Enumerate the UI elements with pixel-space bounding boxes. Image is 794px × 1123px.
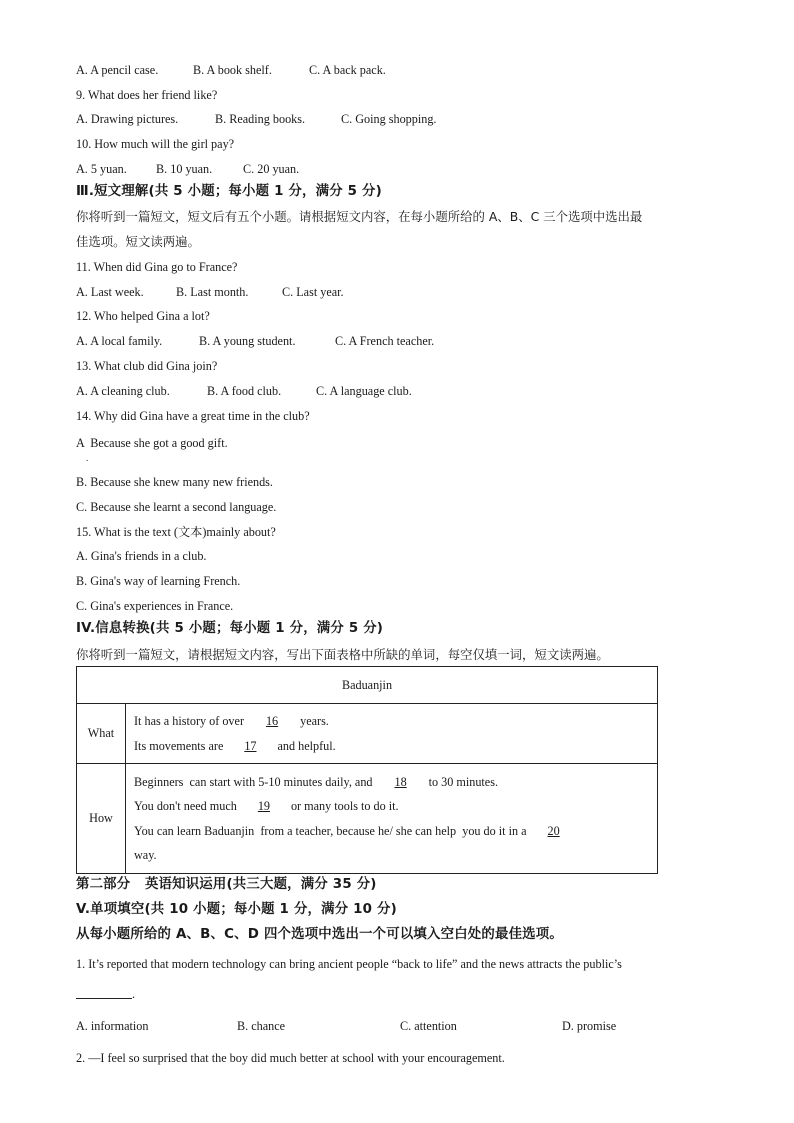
table-how-cell [126,764,658,874]
q10-option-c: C. 20 yuan. [243,162,300,176]
q12-option-a: A. A local family. [76,334,163,348]
q11-option-c: C. Last year. [282,285,344,299]
mcq1-answer-blank [76,998,132,999]
how-line-2-text-a: You don't need much [134,799,240,813]
table-caption: Baduanjin [77,667,658,704]
q15-option-c: C. Gina's experiences in France. [76,599,234,613]
how-line-4: way. [134,848,157,862]
section-4-instruction: 你将听到一篇短文，请根据短文内容，写出下面表格中所缺的单词，每空仅填一词，短文读两遍。 [76,647,609,662]
mcq1-option-d: D. promise [562,1019,617,1033]
section-5-instruction: 从每小题所给的 A、B、C、D 四个选项中选出一个可以填入空白处的最佳选项。 [76,927,563,942]
section-3-heading: Ⅲ.短文理解(共 5 小题；每小题 1 分，满分 5 分) [76,184,382,199]
q13-option-c: C. A language club. [316,384,412,398]
blank-16: 16 [265,714,279,728]
table-what-label: What [77,704,126,764]
q13-question: 13. What club did Gina join? [76,359,218,373]
q11-option-a: A. Last week. [76,285,144,299]
q14-question: 14. Why did Gina have a great time in the club? [76,409,310,423]
q12-option-c: C. A French teacher. [335,334,435,348]
blank-20: 20 [547,823,560,838]
q12-option-b: B. A young student. [199,334,296,348]
what-line-2-text-b: and helpful. [274,738,336,753]
q10-option-b: B. 10 yuan. [156,162,213,176]
mcq2-question: 2. —I feel so surprised that the boy did much better at school with your encouragement. [76,1051,505,1065]
how-line-1 [134,770,657,795]
q12-question: 12. Who helped Gina a lot? [76,309,210,323]
q9-option-c: C. Going shopping. [341,112,437,126]
q11-question: 11. When did Gina go to France? [76,260,238,274]
how-line-2 [134,794,657,819]
how-line-3-text-a: You can learn Baduanjin from a teacher, because he/ she can help you do it in a [134,823,530,838]
q11-option-b: B. Last month. [176,285,249,299]
q15-option-a: A. Gina's friends in a club. [76,549,207,563]
stray-dot: . [86,453,89,463]
q8-option-a: A. A pencil case. [76,63,159,77]
q8-option-b: B. A book shelf. [193,63,272,77]
mcq1-option-a: A. information [76,1019,149,1033]
blank-17: 17 [244,738,257,753]
mcq1-question: 1. It’s reported that modern technology can bring ancient people “back to life” and the news attracts the public’s [76,957,622,971]
blank-18: 18 [394,774,407,789]
section-4-heading: IV.信息转换(共 5 小题；每小题 1 分，满分 5 分) [76,621,384,636]
blank-19: 19 [257,799,270,813]
what-line-1-text-a: It has a history of over [134,714,248,728]
how-line-1-text-b: to 30 minutes. [425,774,499,789]
q15-option-b: B. Gina's way of learning French. [76,574,241,588]
what-line-2-text-a: Its movements are [134,738,227,753]
q14-option-c: C. Because she learnt a second language. [76,500,277,514]
q10-option-a: A. 5 yuan. [76,162,127,176]
mcq1-option-b: B. chance [237,1019,286,1033]
mcq1-option-c: C. attention [400,1019,457,1033]
q15-question: 15. What is the text (文本)mainly about? [76,525,276,539]
mcq1-end-mark: . [132,987,136,1001]
how-line-1-text-a: Beginners can start with 5-10 minutes daily, and [134,774,376,789]
how-line-3 [134,819,657,844]
q10-question: 10. How much will the girl pay? [76,137,235,151]
q14-option-b: B. Because she knew many new friends. [76,475,273,489]
q9-question: 9. What does her friend like? [76,88,218,102]
section-3-instruction-line2: 佳选项。短文读两遍。 [76,234,200,249]
how-line-2-text-b: or many tools to do it. [287,799,399,813]
what-line-2 [134,734,657,759]
table-what-cell [126,704,658,764]
what-line-1-text-b: years. [297,714,329,728]
baduanjin-table [76,666,658,874]
section-5-heading: V.单项填空(共 10 小题；每小题 1 分，满分 10 分) [76,902,397,917]
q8-option-c: C. A back pack. [309,63,386,77]
part-2-heading: 第二部分 英语知识运用(共三大题，满分 35 分) [76,877,377,892]
section-3-instruction-line1: 你将听到一篇短文，短文后有五个小题。请根据短文内容，在每小题所给的 A、B、C 三个选项中选出最 [76,209,643,224]
q9-option-a: A. Drawing pictures. [76,112,179,126]
q14-option-a: A Because she got a good gift. [76,436,228,450]
q13-option-b: B. A food club. [207,384,282,398]
what-line-1 [134,709,657,734]
q13-option-a: A. A cleaning club. [76,384,170,398]
table-how-label: How [77,764,126,874]
q9-option-b: B. Reading books. [215,112,306,126]
